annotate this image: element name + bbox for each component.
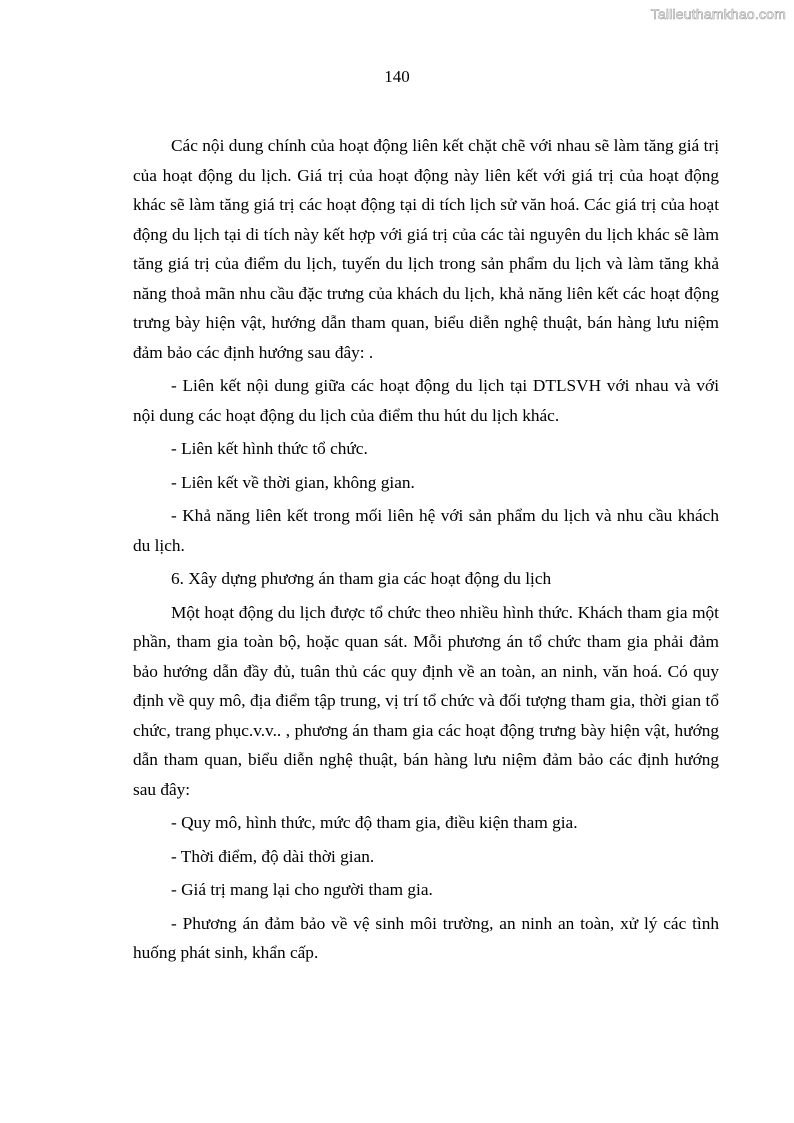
list-item: - Liên kết nội dung giữa các hoạt động du lịch tại DTLSVH với nhau và với nội dung các hoạt động du lịch của điểm thu hút du lịch khác. (133, 376, 719, 425)
page-number: 140 (384, 67, 410, 86)
list-item: - Phương án đảm bảo về vệ sinh môi trường, an ninh an toàn, xử lý các tình huống phát sinh, khẩn cấp. (133, 913, 719, 962)
watermark: Tailieuthamkhao.com (650, 6, 786, 22)
list-item: - Quy mô, hình thức, mức độ tham gia, điều kiện tham gia. (171, 813, 578, 832)
list-item: - Liên kết về thời gian, không gian. (171, 472, 415, 492)
list-item: - Thời điểm, độ dài thời gian. (171, 846, 375, 866)
list-item: - Giá trị mang lại cho người tham gia. (171, 880, 433, 899)
page-content (133, 131, 719, 968)
paragraph-section: Một hoạt động du lịch được tổ chức theo nhiều hình thức. Khách tham gia một phần, tham gia toàn bộ, hoặc quan sát. Mỗi phương án tổ chức tham gia phải đảm bảo hướng dẫn đầy đủ, tuân thủ các quy định về an toàn, an ninh, văn hoá. Có quy định về quy mô, địa điểm tập trung, vị trí tổ chức và đối tượng tham gia, thời gian tổ chức, trang phục.v.v.. , phương án tham gia các hoạt động trưng bày hiện vật, hướng dẫn tham quan, biểu diễn nghệ thuật, bán hàng lưu niệm đảm bảo các định hướng sau đây: (133, 602, 719, 799)
section-heading: 6. Xây dựng phương án tham gia các hoạt động du lịch (171, 569, 552, 588)
list-item: - Liên kết hình thức tổ chức. (171, 439, 368, 458)
list-item: - Khả năng liên kết trong mối liên hệ với sản phẩm du lịch và nhu cầu khách du lịch. (133, 506, 719, 555)
paragraph-intro: Các nội dung chính của hoạt động liên kết chặt chẽ với nhau sẽ làm tăng giá trị của hoạt động du lịch. Giá trị của hoạt động này liên kết với giá trị của hoạt động khác sẽ làm tăng giá trị các hoạt động tại di tích lịch sử văn hoá. Các giá trị của hoạt động du lịch tại di tích này kết hợp với giá trị của các tài nguyên du lịch khác sẽ làm tăng giá trị của điểm du lịch, tuyến du lịch trong sản phẩm du lịch và làm tăng khả năng thoả mãn nhu cầu đặc trưng của khách du lịch, khả năng liên kết các hoạt động trưng bày hiện vật, hướng dẫn tham quan, biểu diễn nghệ thuật, bán hàng lưu niệm đảm bảo các định hướng sau đây: . (133, 136, 719, 362)
